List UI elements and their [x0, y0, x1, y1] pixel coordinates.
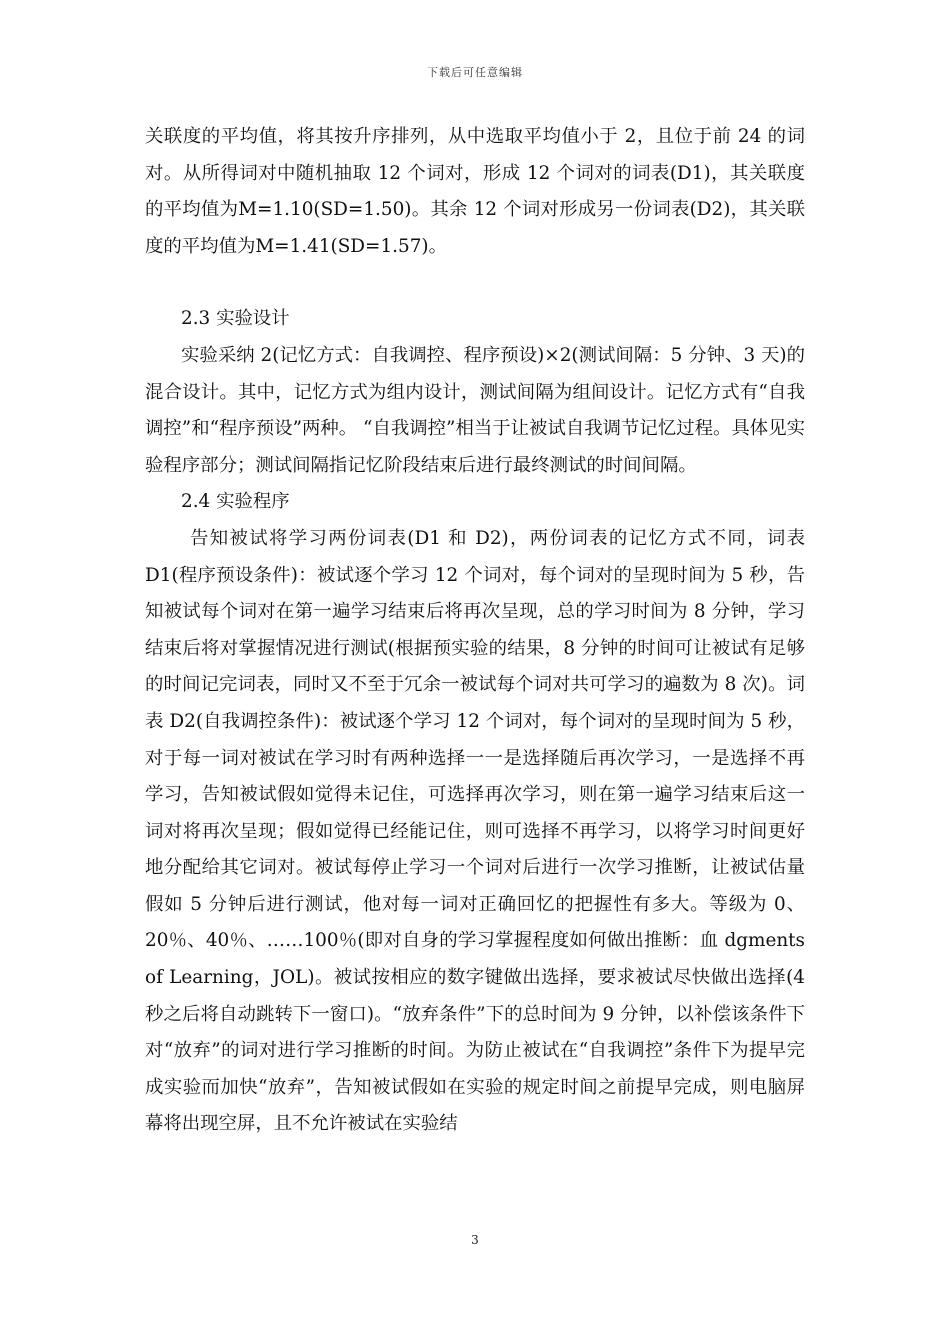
section-heading-experimental-procedure: 2.4 实验程序 [181, 491, 290, 513]
paragraph-gap [145, 265, 805, 301]
page-header: 下载后可任意编辑 [427, 66, 523, 79]
paragraph-experimental-procedure: 告知被试将学习两份词表(D1 和 D2)，两份词表的记忆方式不同，词表D1(程序预设条件)：被试逐个学习 12 个词对，每个词对的呈现时间为 5 秒，告知被试每个词对在第一遍学习结束后将再次呈现，总的学习时间为 8 分钟，学习结束后将对掌握情况进行测试(根据预实验的结果，8 分钟的时间可让被试有足够的时间记完词表，同时又不至于冗余一被试每个词对共可学习的遍数为 8 次)。词表 D2(自我调控条件)：被试逐个学习 12 个词对，每个词对的呈现时间为 5 秒，对于每一词对被试在学习时有两种选择一一是选择随后再次学习，一是选择不再学习，告知被试假如觉得未记住，可选择再次学习，则在第一遍学习结束后这一词对将再次呈现；假如觉得已经能记住，则可选择不再学习，以将学习时间更好地分配给其它词对。被试每停止学习一个词对后进行一次学习推断，让被试估量假如 5 分钟后进行测试，他对每一词对正确回忆的把握性有多大。等级为 0、20％、40％、……100％(即对自身的学习掌握程度如何做出推断：血 dgments of Learning，JOL)。被试按相应的数字键做出选择，要求被试尽快做出选择(4 秒之后将自动跳转下一窗口)。“放弃条件”下的总时间为 9 分钟，以补偿该条件下对“放弃”的词对进行学习推断的时间。为防止被试在“自我调控”条件下为提早完成实验而加快“放弃”，告知被试假如在实验的规定时间之前提早完成，则电脑屏幕将出现空屏，且不允许被试在实验结 [145, 527, 805, 1135]
paragraph-experimental-design: 实验采纳 2(记忆方式：自我调控、程序预设)×2(测试间隔：5 分钟、3 天)的混合设计。其中，记忆方式为组内设计，测试间隔为组间设计。记忆方式有“自我调控”和“程序预设”两种。 “自我调控”相当于让被试自我调节记忆过程。具体见实验程序部分；测试间隔指记忆阶段结束后进行最终测试的时间间隔。 [145, 344, 805, 476]
section-heading-experimental-design: 2.3 实验设计 [181, 308, 290, 330]
paragraph-word-pair-statistics: 关联度的平均值，将其按升序排列，从中选取平均值小于 2，且位于前 24 的词对。从所得词对中随机抽取 12 个词对，形成 12 个词对的词表(D1)，其关联度的平均值为M=1.10(SD=1.50)。其余 12 个词对形成另一份词表(D2)，其关联度的平均值为M=1.41(SD=1.57)。 [145, 126, 805, 257]
document-body [145, 119, 805, 1143]
page-number: 3 [471, 1233, 479, 1247]
